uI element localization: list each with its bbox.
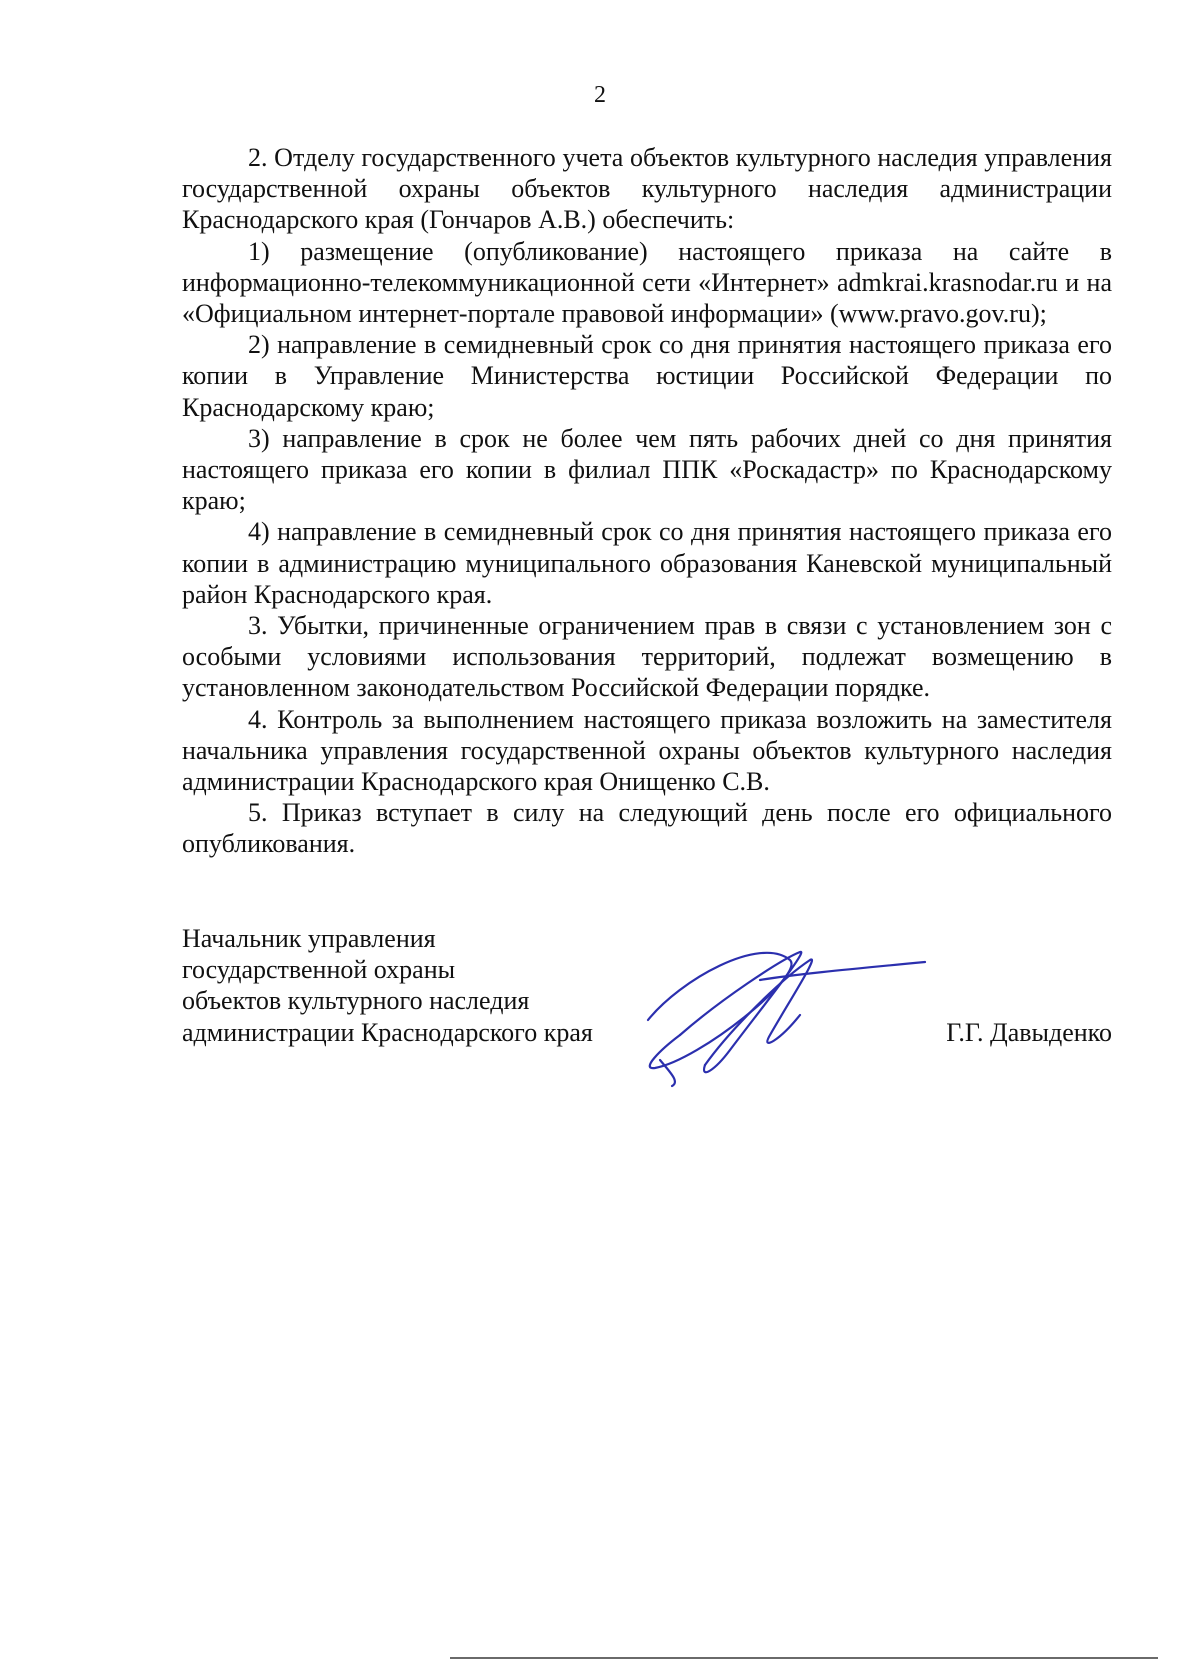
paragraph-item-5: 5. Приказ вступает в силу на следующий день после его официального опубликования. (182, 798, 1112, 859)
signatory-position-line: Начальник управления (182, 924, 436, 953)
signatory-position-line: объектов культурного наследия (182, 986, 530, 1016)
paragraph-subitem-3: 3) направление в срок не более чем пять рабочих дней со дня принятия настоящего приказа его копии в филиал ППК «Роскадастр» по Краснодарскому краю; (182, 423, 1112, 516)
signatory-position (182, 923, 662, 1048)
signature-stroke (648, 953, 791, 1068)
signatory-name: Г.Г. Давыденко (946, 1017, 1112, 1047)
paragraph-item-2: 2. Отделу государственного учета объектов культурного наследия управления государственной охраны объектов культурного наследия администрации Краснодарского края (Гончаров А.В.) обеспечить: (182, 143, 1112, 235)
paragraph-subitem-1: 1) размещение (опубликование) настоящего приказа на сайте в информационно-телекоммуникационной сети «Интернет» admkrai.krasnodar.ru и на «Официальном интернет-портале правовой информации» (www.pravo.gov.ru); (182, 236, 1112, 329)
signature-stroke (760, 962, 925, 980)
page-number: 2 (594, 82, 606, 108)
paragraph-item-4: 4. Контроль за выполнением настоящего приказа возложить на заместителя начальника управления государственной охраны объектов культурного наследия администрации Краснодарского края Онищенко С.В. (182, 704, 1112, 797)
paragraph-subitem-2: 2) направление в семидневный срок со дня принятия настоящего приказа его копии в Управление Министерства юстиции Российской Федерации по Краснодарскому краю; (182, 330, 1112, 422)
handwritten-signature (640, 940, 930, 1090)
signatory-position-line: государственной охраны (182, 955, 456, 985)
signatory-position-line: администрации Краснодарского края (182, 1017, 593, 1047)
paragraph-subitem-4: 4) направление в семидневный срок со дня принятия настоящего приказа его копии в администрацию муниципального образования Каневской муниципальный район Краснодарского края. (182, 517, 1112, 609)
paragraph-item-3: 3. Убытки, причиненные ограничением прав в связи с установлением зон с особыми условиями использования территорий, подлежат возмещению в установленном законодательством Российской Федерации порядке. (182, 611, 1112, 703)
bottom-divider (450, 1657, 1158, 1659)
document-body (182, 142, 1112, 860)
